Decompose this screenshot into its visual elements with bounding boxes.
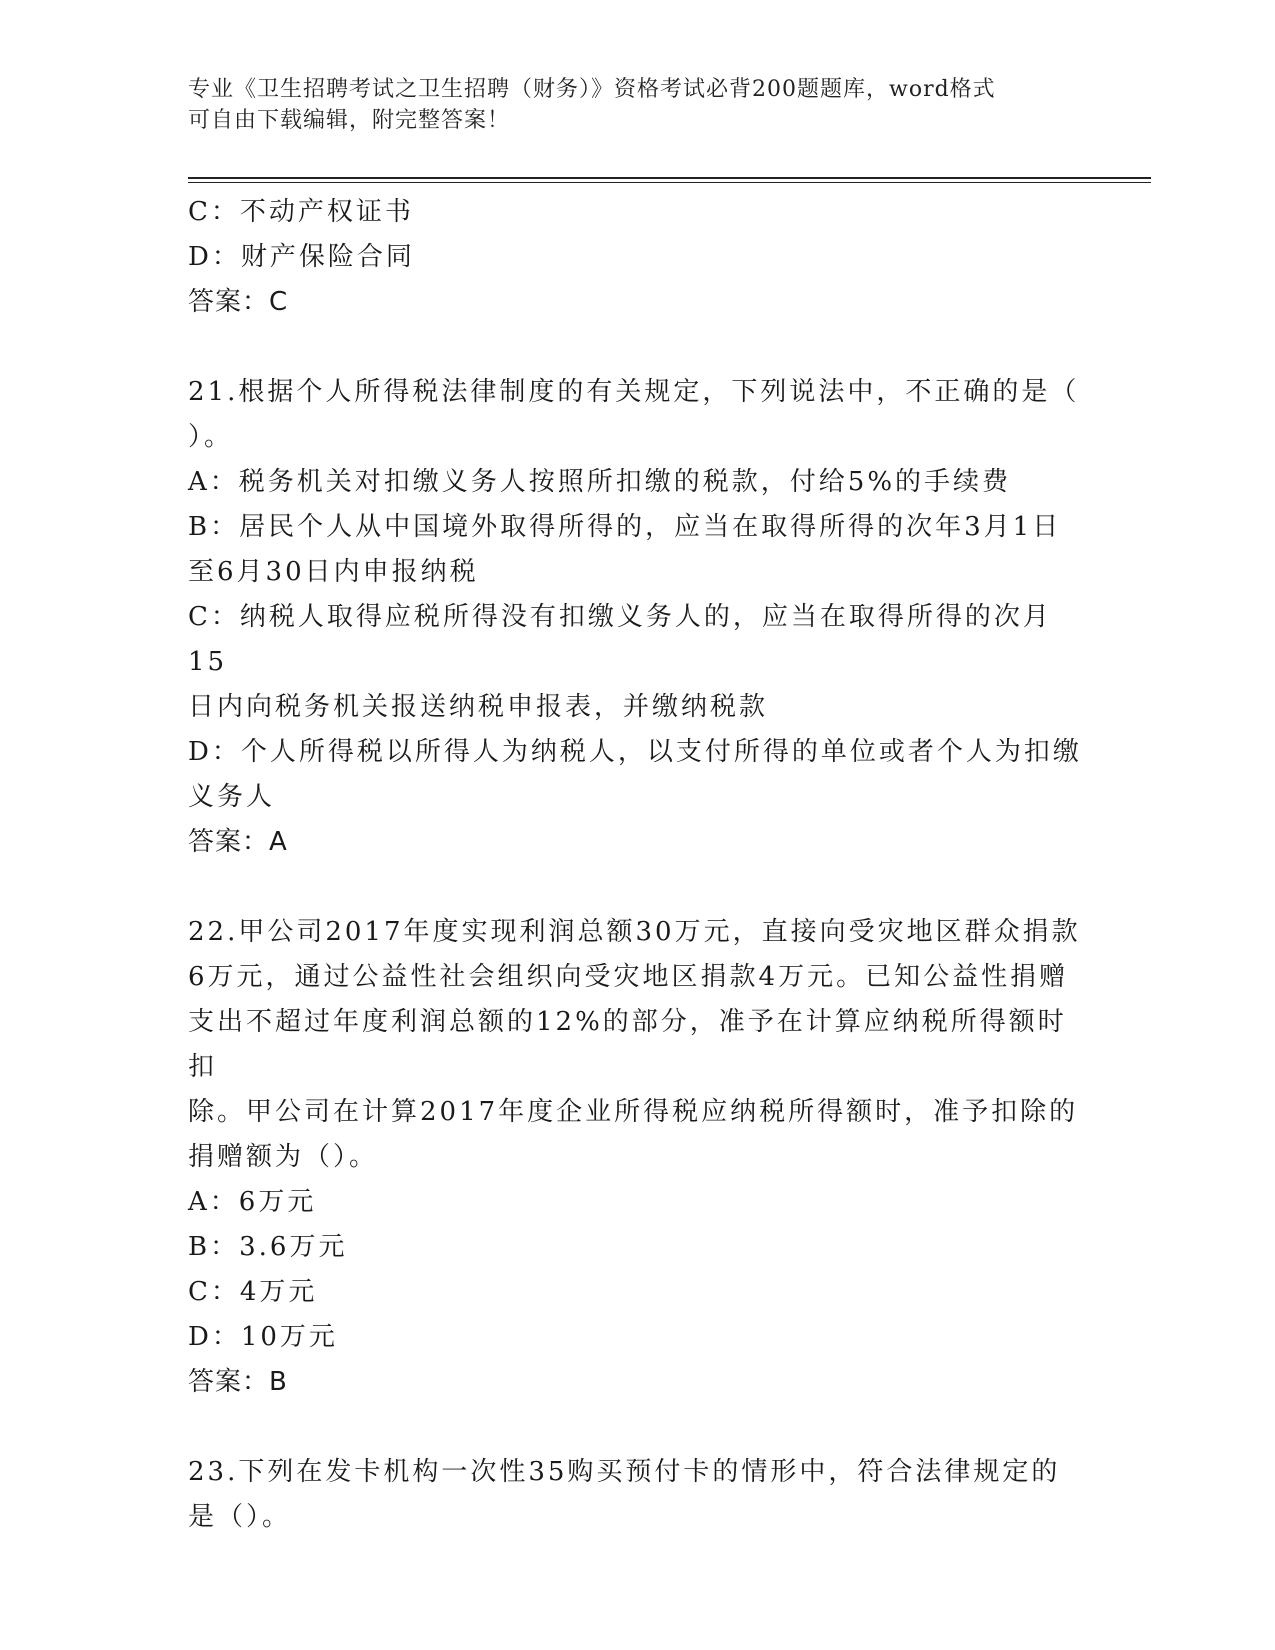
option-d: D：个人所得税以所得人为纳税人，以支付所得的单位或者个人为扣缴 <box>188 737 1082 767</box>
question-stem: 除。甲公司在计算2017年度企业所得税应纳税所得额时，准予扣除的 <box>188 1097 1079 1127</box>
option-c: C：不动产权证书 <box>188 197 414 227</box>
option-a: A：6万元 <box>188 1187 317 1217</box>
header-divider-thin <box>188 182 1151 183</box>
question-stem: 支出不超过年度利润总额的12%的部分，准予在计算应纳税所得额时扣 <box>188 1007 1067 1082</box>
question-stem: 21.根据个人所得税法律制度的有关规定，下列说法中，不正确的是（ <box>188 377 1080 407</box>
header-line-1: 专业《卫生招聘考试之卫生招聘（财务）》资格考试必背200题题库，word格式 <box>188 77 996 102</box>
question-stem: 23.下列在发卡机构一次性35购买预付卡的情形中，符合法律规定的 <box>188 1457 1061 1487</box>
question-stem: ）。 <box>188 422 234 452</box>
question-stem: 22.甲公司2017年度实现利润总额30万元，直接向受灾地区群众捐款 <box>188 917 1081 947</box>
option-a: A：税务机关对扣缴义务人按照所扣缴的税款，付给5%的手续费 <box>188 467 1012 497</box>
question-20-tail <box>188 190 1088 325</box>
spacer <box>188 1405 1088 1450</box>
spacer <box>188 865 1088 910</box>
option-c: C：4万元 <box>188 1277 318 1307</box>
question-stem: 6万元，通过公益性社会组织向受灾地区捐款4万元。已知公益性捐赠 <box>188 962 1069 992</box>
header-divider-thick <box>188 177 1151 179</box>
option-d: D：10万元 <box>188 1322 338 1352</box>
option-b: B：居民个人从中国境外取得所得的，应当在取得所得的次年3月1日 <box>188 512 1062 542</box>
question-22 <box>188 910 1088 1405</box>
question-23 <box>188 1450 1088 1540</box>
question-21 <box>188 370 1088 865</box>
answer: 答案：C <box>188 287 289 317</box>
spacer <box>188 325 1088 370</box>
option-d: D：财产保险合同 <box>188 242 415 272</box>
answer: 答案：A <box>188 827 288 857</box>
question-stem: 是（）。 <box>188 1502 292 1532</box>
question-stem: 捐赠额为（）。 <box>188 1142 379 1172</box>
option-b-cont: 至6月30日内申报纳税 <box>188 557 479 587</box>
option-d-cont: 义务人 <box>188 782 276 812</box>
option-b: B：3.6万元 <box>188 1232 348 1262</box>
option-c: C：纳税人取得应税所得没有扣缴义务人的，应当在取得所得的次月15 <box>188 602 1052 677</box>
question-content <box>188 190 1088 1540</box>
answer: 答案：B <box>188 1367 288 1397</box>
option-c-cont: 日内向税务机关报送纳税申报表，并缴纳税款 <box>188 692 769 722</box>
page-header <box>188 74 1068 136</box>
header-line-2: 可自由下载编辑，附完整答案！ <box>188 108 511 133</box>
